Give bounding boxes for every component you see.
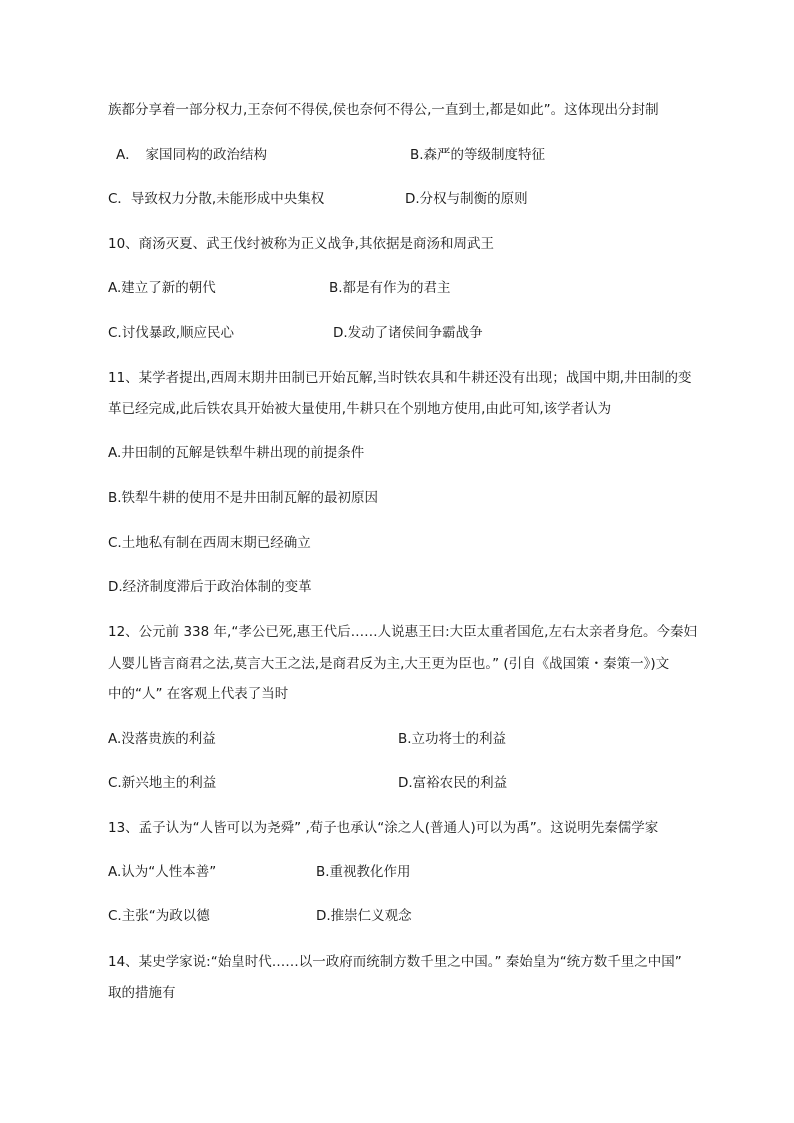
q11-option-b[interactable]: B.铁犁牛耕的使用不是井田制瓦解的最初原因 bbox=[108, 490, 379, 506]
q12-option-d[interactable]: D.富裕农民的利益 bbox=[398, 775, 508, 791]
q12-stem-line-3: 中的“人” 在客观上代表了当时 bbox=[108, 686, 289, 702]
q10-option-c[interactable]: C.讨伐暴政,顺应民心 bbox=[108, 325, 235, 341]
q11-stem-line-1: 11、某学者提出,西周末期井田制已开始瓦解,当时铁农具和牛耕还没有出现；战国中期,井田制的变 bbox=[108, 370, 692, 386]
q10-option-b[interactable]: B.都是有作为的君主 bbox=[329, 280, 451, 296]
q9-option-b[interactable]: B.森严的等级制度特征 bbox=[410, 147, 546, 163]
q13-option-b[interactable]: B.重视教化作用 bbox=[316, 864, 411, 880]
q11-option-d[interactable]: D.经济制度滞后于政治体制的变革 bbox=[108, 579, 312, 595]
q10-stem: 10、商汤灭夏、武王伐纣被称为正义战争,其依据是商汤和周武王 bbox=[108, 236, 494, 252]
q10-option-a[interactable]: A.建立了新的朝代 bbox=[108, 280, 216, 296]
q9-option-c[interactable]: C．导致权力分散,未能形成中央集权 bbox=[108, 191, 325, 207]
q12-stem-line-2: 人婴儿皆言商君之法,莫言大王之法,是商君反为主,大王更为臣也。” (引自《战国策・秦策一》)文 bbox=[108, 656, 670, 672]
q11-stem-line-2: 革已经完成,此后铁农具开始被大量使用,牛耕只在个别地方使用,由此可知,该学者认为 bbox=[108, 401, 612, 417]
q12-stem-line-1: 12、公元前 338 年,“孝公已死,惠王代后……人说惠王曰:大臣太重者国危,左右太亲者身危。今秦妇 bbox=[108, 624, 697, 640]
q12-option-b[interactable]: B.立功将士的利益 bbox=[398, 731, 507, 747]
q14-stem-line-1: 14、某史学家说:“始皇时代……以一政府而统制方数千里之中国。” 秦始皇为“统方数千里之中国” bbox=[108, 954, 682, 970]
q13-option-c[interactable]: C.主张“为政以德 bbox=[108, 908, 210, 924]
q12-option-a[interactable]: A.没落贵族的利益 bbox=[108, 731, 216, 747]
q12-option-c[interactable]: C.新兴地主的利益 bbox=[108, 775, 217, 791]
q13-option-d[interactable]: D.推崇仁义观念 bbox=[316, 908, 412, 924]
q9-option-d[interactable]: D.分权与制衡的原则 bbox=[405, 191, 528, 207]
q9-option-a[interactable]: A． 家国同构的政治结构 bbox=[116, 147, 267, 163]
q11-option-c[interactable]: C.土地私有制在西周末期已经确立 bbox=[108, 535, 311, 551]
q14-stem-line-2: 取的措施有 bbox=[108, 985, 176, 1001]
q13-option-a[interactable]: A.认为“人性本善” bbox=[108, 864, 217, 880]
q13-stem: 13、孟子认为“人皆可以为尧舜” ,荀子也承认“涂之人(普通人)可以为禹”。这说明先秦儒学家 bbox=[108, 820, 659, 836]
q10-option-d[interactable]: D.发动了诸侯间争霸战争 bbox=[333, 325, 483, 341]
q9-stem-continuation: 族都分享着一部分权力,王奈何不得侯,侯也奈何不得公,一直到士,都是如此”。这体现出分封制 bbox=[108, 102, 659, 118]
q11-option-a[interactable]: A.井田制的瓦解是铁犁牛耕出现的前提条件 bbox=[108, 445, 365, 461]
